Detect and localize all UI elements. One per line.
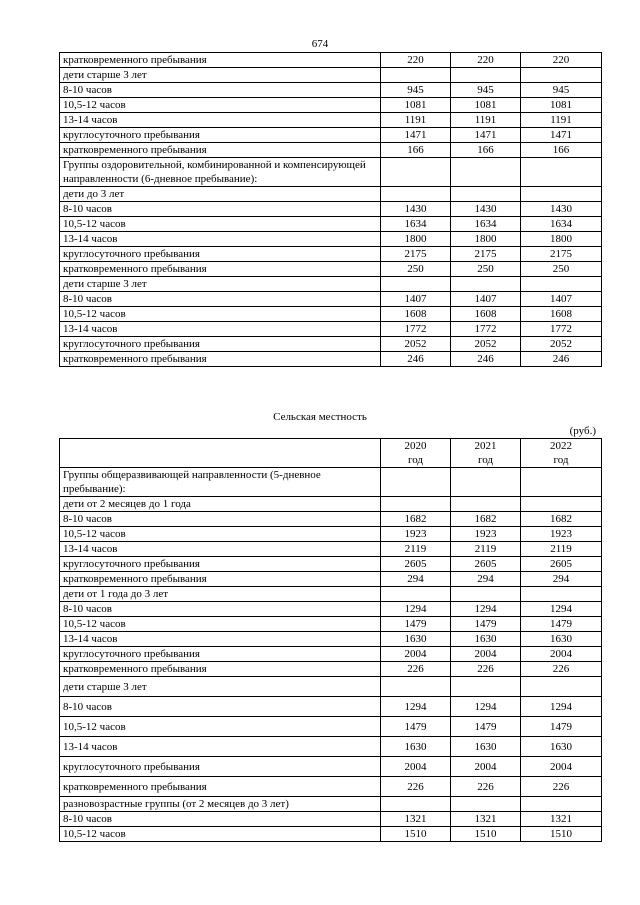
value-cell: 250 bbox=[521, 262, 602, 277]
value-cell bbox=[381, 468, 451, 497]
row-label-cell: 10,5-12 часов bbox=[60, 717, 381, 737]
value-cell bbox=[521, 797, 602, 812]
value-cell: 2004 bbox=[521, 757, 602, 777]
section-title-rural: Сельская местность bbox=[273, 411, 367, 423]
row-label-cell: кратковременного пребывания bbox=[60, 262, 381, 277]
value-cell: 1321 bbox=[381, 812, 451, 827]
table-row bbox=[60, 68, 602, 83]
table-row bbox=[60, 617, 602, 632]
value-cell: 226 bbox=[381, 777, 451, 797]
row-label-cell: круглосуточного пребывания bbox=[60, 757, 381, 777]
table-row bbox=[60, 247, 602, 262]
value-cell: 1634 bbox=[381, 217, 451, 232]
value-cell: 294 bbox=[521, 572, 602, 587]
row-label-cell: кратковременного пребывания bbox=[60, 662, 381, 677]
row-label-cell: 8-10 часов bbox=[60, 83, 381, 98]
value-cell: 1630 bbox=[451, 737, 521, 757]
value-cell: 294 bbox=[451, 572, 521, 587]
tariff-table-rural bbox=[59, 438, 602, 842]
value-cell bbox=[521, 677, 602, 697]
value-cell: 1510 bbox=[381, 827, 451, 842]
value-cell: 2605 bbox=[521, 557, 602, 572]
row-label-cell: 10,5-12 часов bbox=[60, 307, 381, 322]
value-cell: 294 bbox=[381, 572, 451, 587]
value-cell: 246 bbox=[381, 352, 451, 367]
row-label-cell: круглосуточного пребывания bbox=[60, 337, 381, 352]
value-cell: 1772 bbox=[521, 322, 602, 337]
value-cell: 166 bbox=[381, 143, 451, 158]
value-cell: 2175 bbox=[381, 247, 451, 262]
value-cell bbox=[521, 187, 602, 202]
value-cell: 1630 bbox=[381, 632, 451, 647]
value-cell: 1321 bbox=[451, 812, 521, 827]
row-label-cell: 8-10 часов bbox=[60, 202, 381, 217]
table-row bbox=[60, 202, 602, 217]
value-cell: 2119 bbox=[521, 542, 602, 557]
row-label-cell: Группы общеразвивающей направленности (5-дневное пребывание): bbox=[60, 468, 381, 497]
row-label-cell: круглосуточного пребывания bbox=[60, 647, 381, 662]
row-label-cell: 10,5-12 часов bbox=[60, 617, 381, 632]
value-cell: 2119 bbox=[451, 542, 521, 557]
row-label-cell: 10,5-12 часов bbox=[60, 827, 381, 842]
value-cell: 1294 bbox=[381, 602, 451, 617]
value-cell: 220 bbox=[381, 53, 451, 68]
value-cell: 1407 bbox=[451, 292, 521, 307]
table-row bbox=[60, 83, 602, 98]
value-cell: 1923 bbox=[451, 527, 521, 542]
table-row bbox=[60, 812, 602, 827]
value-cell bbox=[451, 187, 521, 202]
value-cell: 2004 bbox=[521, 647, 602, 662]
row-label-cell: 10,5-12 часов bbox=[60, 98, 381, 113]
year-header-cell: 2021 год bbox=[451, 439, 521, 468]
value-cell: 1923 bbox=[521, 527, 602, 542]
table-header-row bbox=[60, 439, 602, 468]
value-cell: 246 bbox=[521, 352, 602, 367]
table-row bbox=[60, 677, 602, 697]
row-label-cell: круглосуточного пребывания bbox=[60, 247, 381, 262]
table-row bbox=[60, 632, 602, 647]
value-cell: 945 bbox=[451, 83, 521, 98]
value-cell: 1191 bbox=[381, 113, 451, 128]
value-cell: 1479 bbox=[381, 717, 451, 737]
table-row bbox=[60, 527, 602, 542]
table-row bbox=[60, 113, 602, 128]
table-row bbox=[60, 512, 602, 527]
page-number: 674 bbox=[311, 38, 329, 50]
value-cell: 2175 bbox=[521, 247, 602, 262]
row-label-cell: кратковременного пребывания bbox=[60, 352, 381, 367]
value-cell: 945 bbox=[521, 83, 602, 98]
table-row bbox=[60, 128, 602, 143]
value-cell: 945 bbox=[381, 83, 451, 98]
row-label-cell: кратковременного пребывания bbox=[60, 53, 381, 68]
table-row bbox=[60, 542, 602, 557]
value-cell: 1430 bbox=[381, 202, 451, 217]
table-row bbox=[60, 143, 602, 158]
value-cell bbox=[381, 187, 451, 202]
table-row bbox=[60, 757, 602, 777]
value-cell bbox=[451, 587, 521, 602]
table-row bbox=[60, 777, 602, 797]
row-label-cell: дети от 2 месяцев до 1 года bbox=[60, 497, 381, 512]
table-row bbox=[60, 53, 602, 68]
value-cell: 1772 bbox=[381, 322, 451, 337]
value-cell bbox=[381, 587, 451, 602]
value-cell: 1430 bbox=[521, 202, 602, 217]
value-cell: 2052 bbox=[451, 337, 521, 352]
row-label-cell: 8-10 часов bbox=[60, 812, 381, 827]
table-row bbox=[60, 797, 602, 812]
row-label-cell: круглосуточного пребывания bbox=[60, 128, 381, 143]
value-cell: 1471 bbox=[451, 128, 521, 143]
value-cell: 1407 bbox=[381, 292, 451, 307]
value-cell: 1471 bbox=[381, 128, 451, 143]
value-cell: 1294 bbox=[381, 697, 451, 717]
row-label-cell: дети старше 3 лет bbox=[60, 277, 381, 292]
value-cell: 1923 bbox=[381, 527, 451, 542]
value-cell bbox=[451, 677, 521, 697]
value-cell: 2175 bbox=[451, 247, 521, 262]
value-cell: 1081 bbox=[381, 98, 451, 113]
row-label-cell: 13-14 часов bbox=[60, 322, 381, 337]
table-row bbox=[60, 572, 602, 587]
value-cell: 1682 bbox=[381, 512, 451, 527]
table-row bbox=[60, 662, 602, 677]
value-cell: 226 bbox=[521, 777, 602, 797]
value-cell bbox=[381, 158, 451, 187]
value-cell bbox=[521, 68, 602, 83]
value-cell: 166 bbox=[521, 143, 602, 158]
year-header-cell: 2020 год bbox=[381, 439, 451, 468]
table-row bbox=[60, 232, 602, 247]
value-cell bbox=[381, 277, 451, 292]
value-cell bbox=[521, 587, 602, 602]
value-cell bbox=[451, 68, 521, 83]
value-cell: 250 bbox=[451, 262, 521, 277]
value-cell: 1407 bbox=[521, 292, 602, 307]
value-cell bbox=[381, 797, 451, 812]
value-cell: 1191 bbox=[521, 113, 602, 128]
value-cell: 1772 bbox=[451, 322, 521, 337]
table-row bbox=[60, 322, 602, 337]
table-row bbox=[60, 262, 602, 277]
row-label-cell: 8-10 часов bbox=[60, 602, 381, 617]
row-label-cell: дети от 1 года до 3 лет bbox=[60, 587, 381, 602]
value-cell bbox=[451, 497, 521, 512]
value-cell: 2119 bbox=[381, 542, 451, 557]
value-cell: 2605 bbox=[451, 557, 521, 572]
tariff-table-urban-continued bbox=[59, 52, 602, 367]
row-label-cell: кратковременного пребывания bbox=[60, 777, 381, 797]
row-label-cell: 13-14 часов bbox=[60, 232, 381, 247]
value-cell: 1630 bbox=[521, 737, 602, 757]
value-cell: 1479 bbox=[381, 617, 451, 632]
value-cell: 1294 bbox=[451, 697, 521, 717]
table-row bbox=[60, 337, 602, 352]
row-label-cell: кратковременного пребывания bbox=[60, 143, 381, 158]
row-label-cell: 13-14 часов bbox=[60, 737, 381, 757]
value-cell: 1479 bbox=[521, 617, 602, 632]
value-cell: 2004 bbox=[381, 647, 451, 662]
value-cell bbox=[381, 68, 451, 83]
table-row bbox=[60, 602, 602, 617]
table-row bbox=[60, 737, 602, 757]
value-cell: 1081 bbox=[451, 98, 521, 113]
row-label-cell: Группы оздоровительной, комбинированной и компенсирующей направленности (6-дневное пребывание): bbox=[60, 158, 381, 187]
value-cell: 226 bbox=[381, 662, 451, 677]
value-cell: 2004 bbox=[451, 757, 521, 777]
value-cell: 1479 bbox=[521, 717, 602, 737]
value-cell: 1430 bbox=[451, 202, 521, 217]
value-cell: 1294 bbox=[521, 602, 602, 617]
table-row bbox=[60, 557, 602, 572]
table-row bbox=[60, 717, 602, 737]
value-cell: 1608 bbox=[521, 307, 602, 322]
value-cell: 1800 bbox=[451, 232, 521, 247]
value-cell bbox=[521, 497, 602, 512]
row-label-cell: дети старше 3 лет bbox=[60, 68, 381, 83]
row-label-cell: кратковременного пребывания bbox=[60, 572, 381, 587]
value-cell: 1608 bbox=[451, 307, 521, 322]
table-row bbox=[60, 468, 602, 497]
table-row bbox=[60, 827, 602, 842]
value-cell: 2052 bbox=[381, 337, 451, 352]
value-cell: 1634 bbox=[451, 217, 521, 232]
value-cell: 1294 bbox=[451, 602, 521, 617]
value-cell: 2052 bbox=[521, 337, 602, 352]
value-cell: 1800 bbox=[521, 232, 602, 247]
row-label-cell: дети до 3 лет bbox=[60, 187, 381, 202]
table-row bbox=[60, 187, 602, 202]
value-cell: 1479 bbox=[451, 717, 521, 737]
table-row bbox=[60, 277, 602, 292]
value-cell: 1630 bbox=[381, 737, 451, 757]
row-label-cell: 10,5-12 часов bbox=[60, 217, 381, 232]
table-row bbox=[60, 352, 602, 367]
value-cell bbox=[451, 277, 521, 292]
value-cell: 1510 bbox=[521, 827, 602, 842]
row-label-cell: 13-14 часов bbox=[60, 632, 381, 647]
value-cell: 1608 bbox=[381, 307, 451, 322]
value-cell: 1191 bbox=[451, 113, 521, 128]
value-cell: 1630 bbox=[451, 632, 521, 647]
year-header-cell: 2022 год bbox=[521, 439, 602, 468]
table-row bbox=[60, 292, 602, 307]
value-cell: 220 bbox=[521, 53, 602, 68]
value-cell: 1682 bbox=[451, 512, 521, 527]
row-label-cell: 8-10 часов bbox=[60, 292, 381, 307]
value-cell: 250 bbox=[381, 262, 451, 277]
table-row bbox=[60, 217, 602, 232]
table-row bbox=[60, 647, 602, 662]
row-label-cell: 13-14 часов bbox=[60, 113, 381, 128]
value-cell: 226 bbox=[451, 662, 521, 677]
value-cell: 1081 bbox=[521, 98, 602, 113]
value-cell: 1682 bbox=[521, 512, 602, 527]
value-cell: 1630 bbox=[521, 632, 602, 647]
value-cell: 226 bbox=[451, 777, 521, 797]
row-label-cell: дети старше 3 лет bbox=[60, 677, 381, 697]
value-cell bbox=[521, 277, 602, 292]
row-label-cell: 8-10 часов bbox=[60, 512, 381, 527]
value-cell: 1634 bbox=[521, 217, 602, 232]
value-cell bbox=[451, 468, 521, 497]
table-row bbox=[60, 697, 602, 717]
value-cell bbox=[521, 158, 602, 187]
value-cell: 226 bbox=[521, 662, 602, 677]
row-label-cell: 8-10 часов bbox=[60, 697, 381, 717]
row-label-cell: разновозрастные группы (от 2 месяцев до 3 лет) bbox=[60, 797, 381, 812]
unit-note: (руб.) bbox=[569, 425, 596, 437]
value-cell: 2605 bbox=[381, 557, 451, 572]
row-label-cell: круглосуточного пребывания bbox=[60, 557, 381, 572]
table-row bbox=[60, 497, 602, 512]
value-cell: 1294 bbox=[521, 697, 602, 717]
row-label-cell: 10,5-12 часов bbox=[60, 527, 381, 542]
table-row bbox=[60, 158, 602, 187]
value-cell: 1510 bbox=[451, 827, 521, 842]
value-cell: 2004 bbox=[381, 757, 451, 777]
value-cell: 166 bbox=[451, 143, 521, 158]
row-label-cell: 13-14 часов bbox=[60, 542, 381, 557]
table-row bbox=[60, 587, 602, 602]
table-row bbox=[60, 307, 602, 322]
value-cell: 220 bbox=[451, 53, 521, 68]
value-cell: 1321 bbox=[521, 812, 602, 827]
header-empty-cell bbox=[60, 439, 381, 468]
value-cell bbox=[381, 497, 451, 512]
value-cell: 1479 bbox=[451, 617, 521, 632]
value-cell: 1471 bbox=[521, 128, 602, 143]
value-cell bbox=[381, 677, 451, 697]
table-row bbox=[60, 98, 602, 113]
value-cell bbox=[451, 797, 521, 812]
value-cell bbox=[451, 158, 521, 187]
value-cell bbox=[521, 468, 602, 497]
value-cell: 246 bbox=[451, 352, 521, 367]
value-cell: 2004 bbox=[451, 647, 521, 662]
value-cell: 1800 bbox=[381, 232, 451, 247]
